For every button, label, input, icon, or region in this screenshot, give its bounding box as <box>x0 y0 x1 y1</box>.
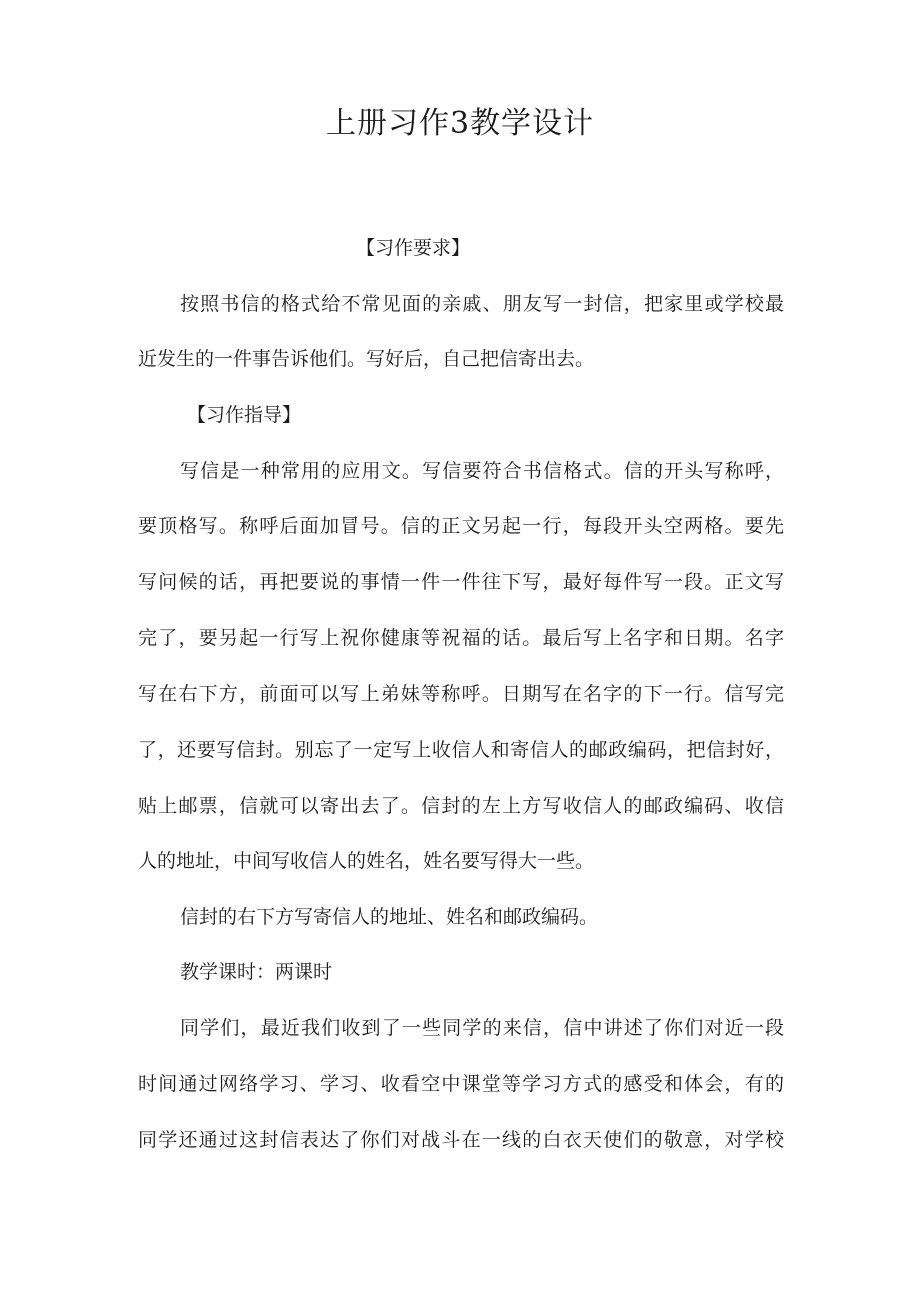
paragraph-line: 近发生的一件事告诉他们。写好后，自己把信寄出去。 <box>138 348 595 370</box>
paragraph-line: 写信是一种常用的应用文。写信要符合书信格式。信的开头写称呼， <box>180 460 784 482</box>
page-title: 上册习作3教学设计 <box>325 106 595 141</box>
paragraph-line: 信封的右下方写寄信人的地址、姓名和邮政编码。 <box>180 906 599 928</box>
paragraph-line: 时间通过网络学习、学习、收看空中课堂等学习方式的感受和体会，有的 <box>138 1073 784 1095</box>
class-hours-line: 教学课时：两课时 <box>180 961 333 983</box>
paragraph-line: 人的地址，中间写收信人的姓名，姓名要写得大一些。 <box>138 850 595 872</box>
paragraph-line: 贴上邮票，信就可以寄出去了。信封的左上方写收信人的邮政编码、收信 <box>138 795 784 817</box>
paragraph-line: 要顶格写。称呼后面加冒号。信的正文另起一行，每段开头空两格。要先 <box>138 515 784 537</box>
paragraph-line: 写在右下方，前面可以写上弟妹等称呼。日期写在名字的下一行。信写完 <box>138 683 784 705</box>
section-heading-guidance: 【习作指导】 <box>187 404 302 426</box>
section-heading-requirement: 【习作要求】 <box>356 237 471 259</box>
paragraph-line: 同学还通过这封信表达了你们对战斗在一线的白衣天使们的敬意，对学校 <box>138 1129 784 1151</box>
paragraph-line: 了，还要写信封。别忘了一定写上收信人和寄信人的邮政编码，把信封好， <box>138 739 784 761</box>
paragraph-line: 同学们，最近我们收到了一些同学的来信，信中讲述了你们对近一段 <box>180 1017 784 1039</box>
paragraph-line: 完了，要另起一行写上祝你健康等祝福的话。最后写上名字和日期。名字 <box>138 627 784 649</box>
paragraph-line: 写问候的话，再把要说的事情一件一件往下写，最好每件写一段。正文写 <box>138 571 784 593</box>
paragraph-line: 按照书信的格式给不常见面的亲戚、朋友写一封信，把家里或学校最 <box>180 293 784 315</box>
